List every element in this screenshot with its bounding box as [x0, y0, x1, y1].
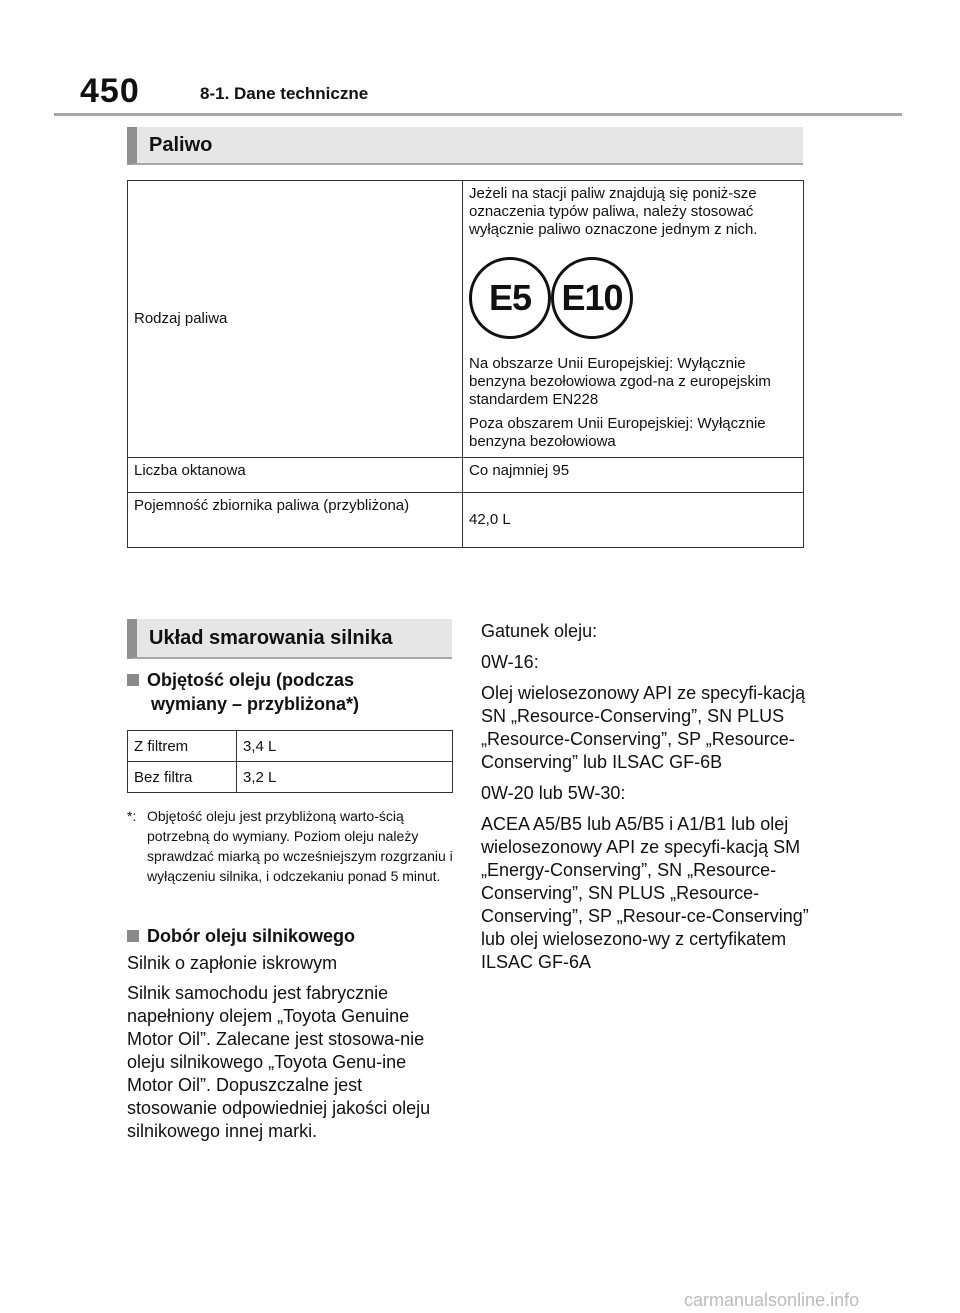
- fuel-non-eu-text: Poza obszarem Unii Europejskiej: Wyłącznie benzyna bezołowiowa: [469, 415, 766, 450]
- chapter-title: 8-1. Dane techniczne: [200, 84, 369, 103]
- oil-grade-2-desc: ACEA A5/B5 lub A5/B5 i A1/B1 lub olej wielosezonowy API ze specyfi-kacją SM „Energy-Conserving”, SN „Resource-Conserving”, SN PLUS „Resource-Conserving”, SP „Resour-ce-Conserving” lub olej wielosezono-wy z certyfikatem ILSAC GF-6A: [481, 814, 809, 972]
- e5-badge-icon: E5: [469, 257, 551, 339]
- e10-badge-icon: E10: [551, 257, 633, 339]
- page-number: 450: [80, 72, 140, 110]
- bullet-square-icon: [127, 674, 139, 686]
- oil-capacity-heading-line1: Objętość oleju (podczas: [147, 670, 355, 690]
- table-cell-label: Z filtrem: [128, 731, 237, 762]
- table-cell-label: Pojemność zbiornika paliwa (przybliżona): [128, 493, 463, 548]
- table-row: [128, 762, 453, 793]
- oil-selection-heading-text: Dobór oleju silnikowego: [147, 926, 356, 946]
- oil-capacity-table: [127, 730, 453, 793]
- table-cell-value: [463, 181, 804, 458]
- table-cell-value: Co najmniej 95: [463, 458, 804, 493]
- section-heading-fuel: [127, 127, 803, 165]
- oil-grade-column: [481, 620, 811, 982]
- table-row: [128, 458, 804, 493]
- fuel-eu-text: Na obszarze Unii Europejskiej: Wyłącznie benzyna bezołowiowa zgod-na z europejskim standardem EN228: [469, 355, 771, 408]
- section-heading-lubrication: [127, 619, 452, 659]
- oil-grade-2: 0W-20 lub 5W-30:: [481, 783, 626, 803]
- footnote-mark: *:: [127, 808, 137, 824]
- fuel-intro-text: Jeżeli na stacji paliw znajdują się poniż-sze oznaczenia typów paliwa, należy stosować wyłącznie paliwo oznaczone jednym z nich.: [469, 185, 758, 238]
- section-title-lubrication: Układ smarowania silnika: [149, 626, 393, 649]
- fuel-badges: [469, 257, 797, 337]
- oil-capacity-heading-line2: wymiany – przybliżona*): [151, 694, 360, 714]
- oil-grade-1: 0W-16:: [481, 652, 539, 672]
- table-row: [128, 731, 453, 762]
- table-cell-value: 3,2 L: [237, 762, 453, 793]
- oil-grade-label: Gatunek oleju:: [481, 621, 598, 641]
- table-cell-value: 3,4 L: [237, 731, 453, 762]
- footnote-text: Objętość oleju jest przybliżoną warto-ścią potrzebną do wymiany. Poziom oleju należy sprawdzać miarką po wcześniejszym rozgrzaniu i wyłączeniu silnika, i odczekaniu ponad 5 minut.: [147, 808, 453, 884]
- footnote: [127, 806, 453, 886]
- factory-oil-text: Silnik samochodu jest fabrycznie napełniony olejem „Toyota Genuine Motor Oil”. Zalecane jest stosowa-nie oleju silnikowego „Toyota Genu-ine Motor Oil”. Dopuszczalne jest stosowanie odpowiedniej jakości oleju silnikowego innej marki.: [127, 983, 431, 1141]
- oil-capacity-heading: [127, 668, 359, 716]
- oil-grade-1-desc: Olej wielosezonowy API ze specyfi-kacją SN „Resource-Conserving”, SN PLUS „Resource-Conserving”, SP „Resource-Conserving” lub ILSAC GF-6B: [481, 683, 806, 772]
- oil-selection-heading: [127, 924, 355, 948]
- engine-type-text: Silnik o zapłonie iskrowym: [127, 953, 338, 973]
- fuel-table: [127, 180, 804, 548]
- table-cell-label: Liczba oktanowa: [128, 458, 463, 493]
- table-cell-label: Rodzaj paliwa: [128, 181, 463, 458]
- header-divider: [54, 113, 902, 116]
- bullet-square-icon: [127, 930, 139, 942]
- watermark: carmanualsonline.info: [684, 1290, 860, 1310]
- section-title-fuel: Paliwo: [149, 133, 213, 156]
- table-row: [128, 181, 804, 458]
- table-cell-value: 42,0 L: [463, 493, 804, 548]
- table-row: [128, 493, 804, 548]
- table-cell-label: Bez filtra: [128, 762, 237, 793]
